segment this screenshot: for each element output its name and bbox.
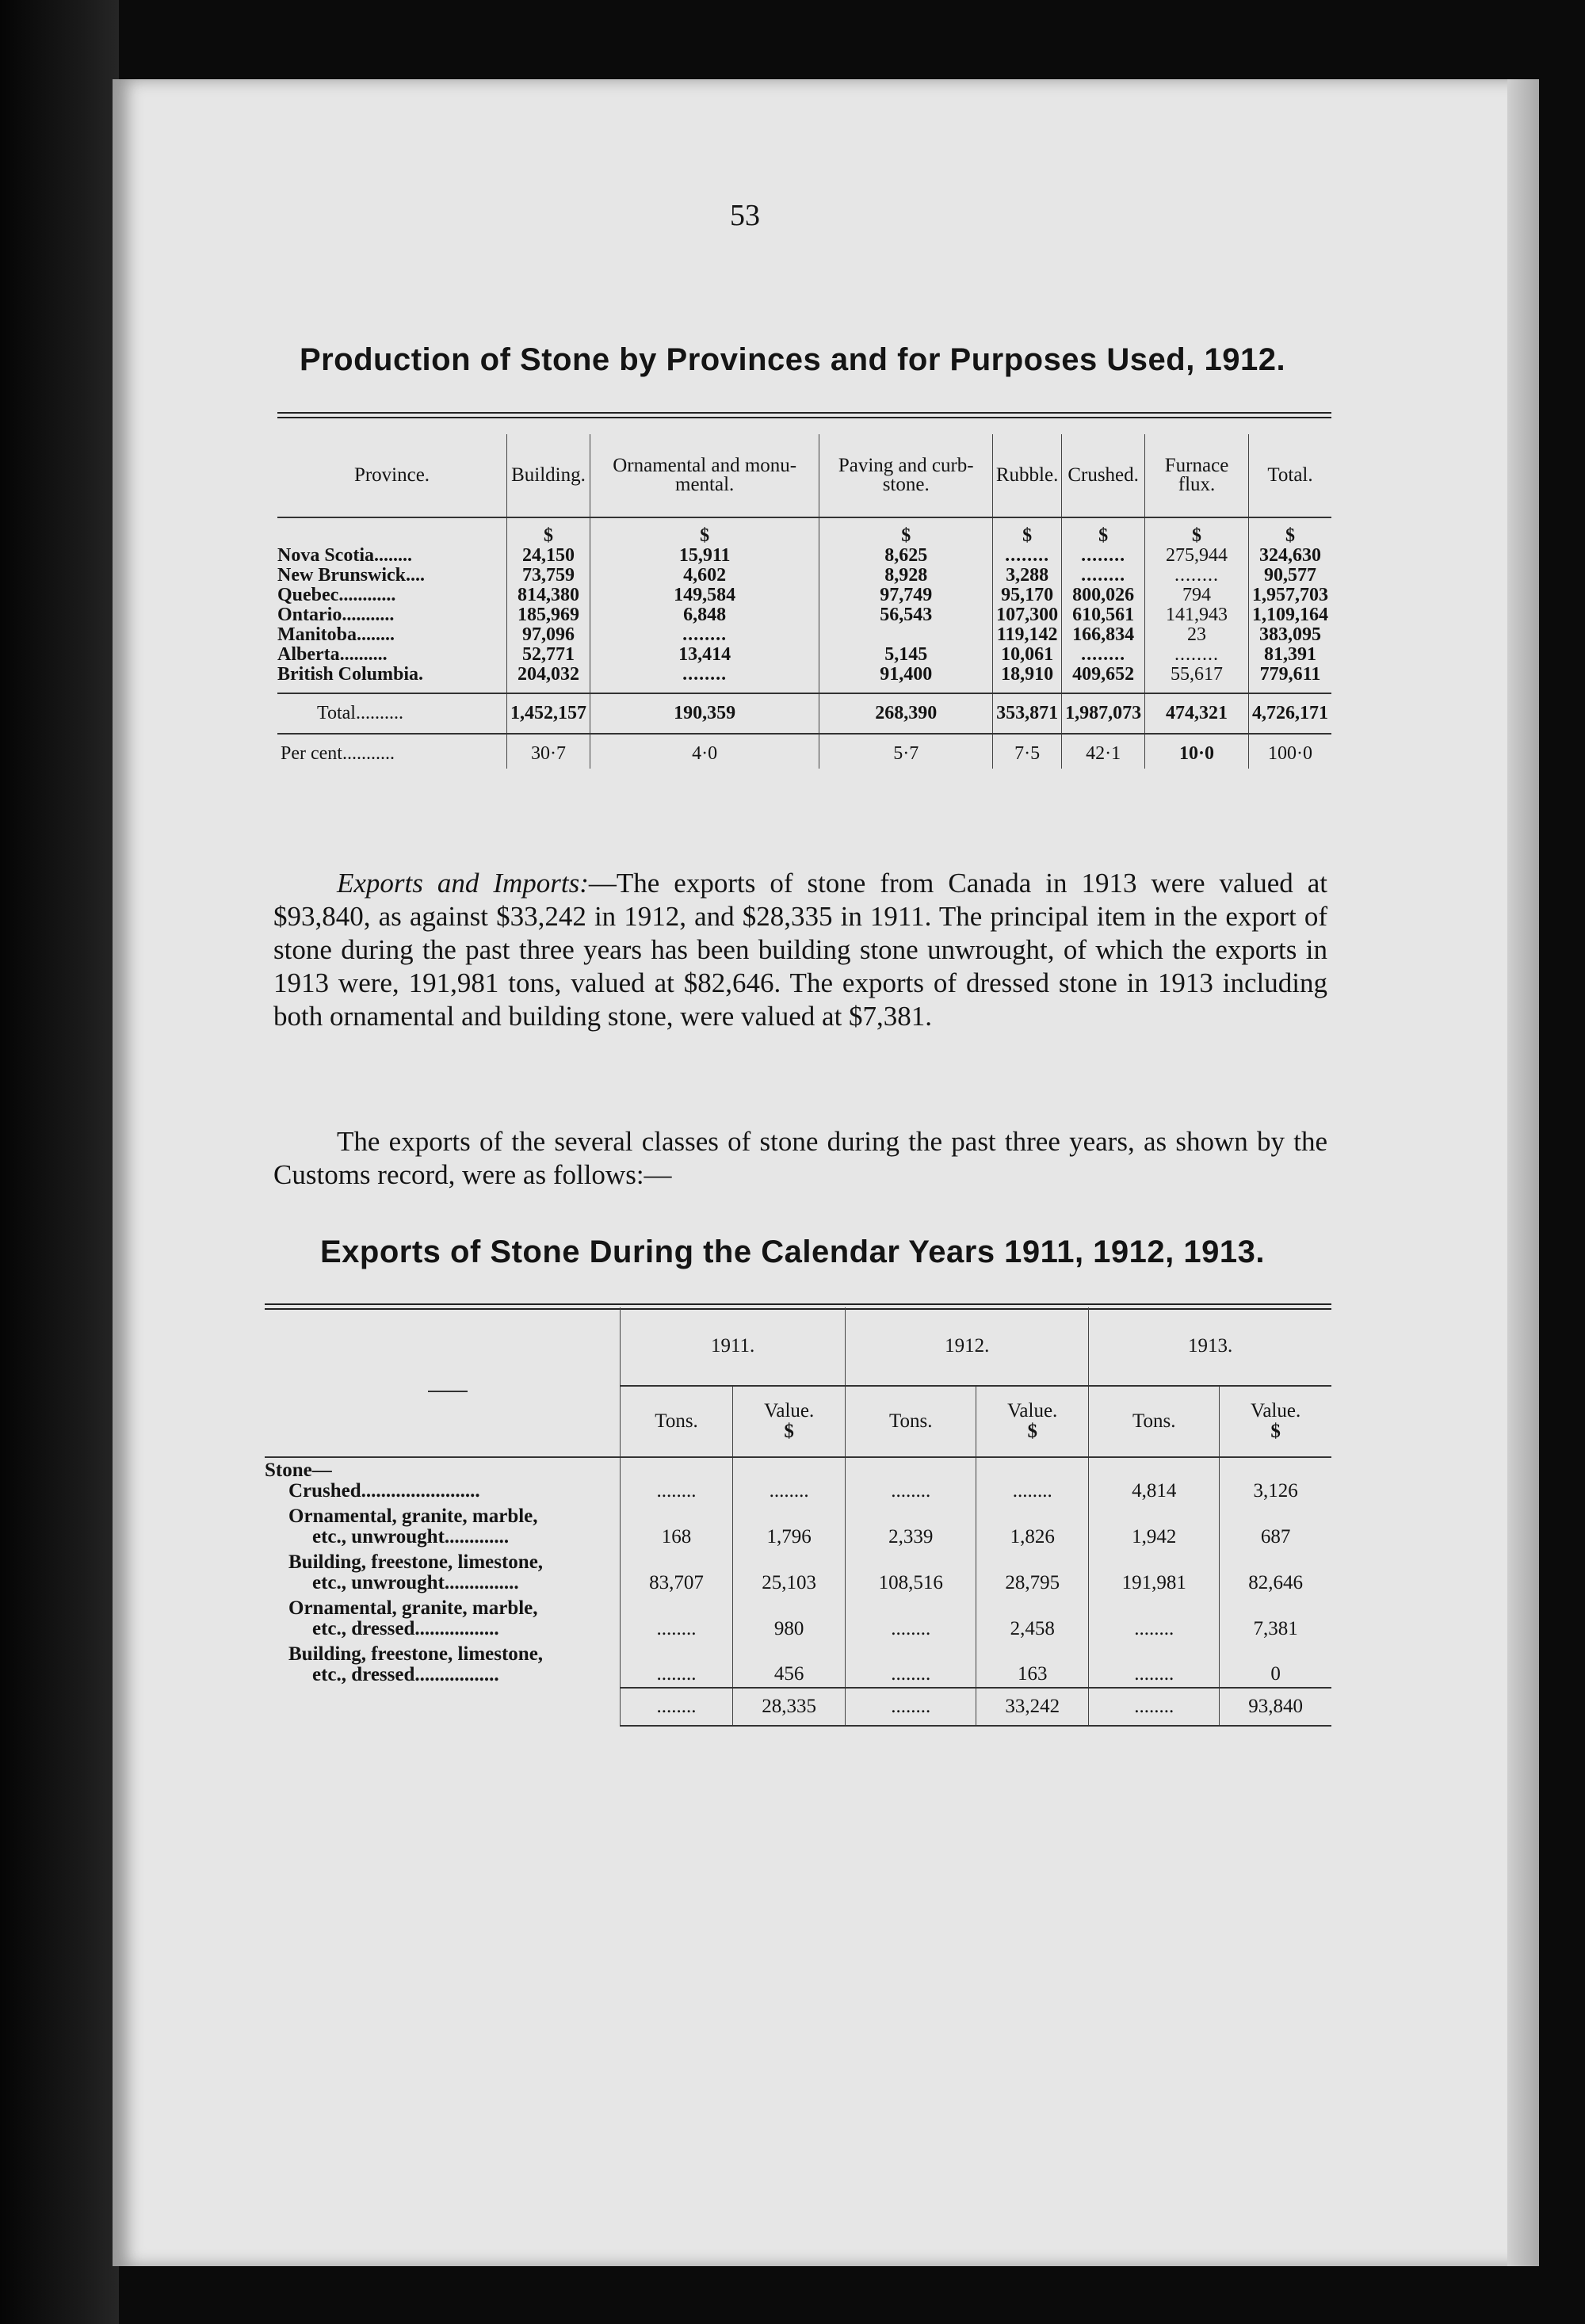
row-label: Stone— Crushed........................ (265, 1460, 480, 1502)
table-cell: ........ (682, 624, 728, 645)
exports-table-title: Exports of Stone During the Calendar Years 1911, 1912, 1913. (320, 1235, 1265, 1269)
exports-total-row (265, 1688, 1331, 1726)
exports-year-row (265, 1307, 1331, 1386)
table-cell: 15,911 (678, 545, 731, 566)
province-name: Ontario........... (277, 605, 395, 625)
table-cell: 55,617 (1171, 664, 1224, 685)
table-row (265, 1504, 1331, 1550)
value-header: Value. $ (733, 1386, 846, 1457)
header-total: Total. (1248, 434, 1331, 517)
table-cell: 3,126 (1220, 1457, 1331, 1504)
currency-symbol: $ (1098, 525, 1109, 546)
table-cell: 8,625 (884, 545, 928, 566)
table-cell: 90,577 (1263, 565, 1316, 586)
table-cell: 4,814 (1089, 1457, 1220, 1504)
table-cell: 28,335 (733, 1688, 846, 1726)
paragraph-text: The exports of the several classes of stone during the past three years, as shown by the Customs record, were as follows:— (273, 1126, 1327, 1190)
table-cell: 25,103 (733, 1550, 846, 1596)
year-header: 1911. (621, 1307, 846, 1386)
table-cell: 18,910 (1001, 664, 1054, 685)
table-cell: 324,630 (1258, 545, 1321, 566)
table-cell: 383,095 (1258, 624, 1321, 645)
table-cell: 204,032 (518, 664, 579, 685)
row-label: Building, freestone, limestone, etc., unwrought............... (288, 1551, 544, 1593)
table-cell: ........ (1005, 545, 1050, 566)
exports-table (265, 1307, 1331, 1727)
table-cell: 7·5 (993, 734, 1062, 769)
header-crushed: Crushed. (1062, 434, 1145, 517)
table-cell: 3,288 (1006, 565, 1049, 586)
currency-symbol: $ (1192, 525, 1202, 546)
province-name: Quebec............ (277, 585, 396, 605)
table-cell: ........ (621, 1688, 733, 1726)
value-header: Value. $ (976, 1386, 1089, 1457)
table-cell: 1,942 (1089, 1504, 1220, 1550)
table-row (265, 1550, 1331, 1596)
table-cell: 97,749 (880, 585, 933, 605)
label-header-blank (265, 1307, 621, 1457)
production-total-row (277, 693, 1331, 734)
table-cell: 794 (1182, 585, 1212, 605)
year-header: 1912. (846, 1307, 1089, 1386)
table-cell: 5·7 (819, 734, 993, 769)
header-furnace-flux: Furnace flux. (1145, 434, 1249, 517)
table-cell: ........ (1174, 644, 1220, 665)
table-cell: ........ (1081, 545, 1126, 566)
province-name: Alberta.......... (277, 644, 388, 665)
production-data-block (277, 517, 1331, 693)
table-cell: ........ (976, 1457, 1089, 1504)
table-cell: ........ (1089, 1596, 1220, 1642)
table-cell: 185,969 (518, 605, 579, 625)
province-name: Nova Scotia........ (277, 545, 412, 566)
table-cell: 100·0 (1248, 734, 1331, 769)
table-cell: 353,871 (993, 693, 1062, 734)
production-header-row (277, 434, 1331, 517)
book-spine-shadow (0, 0, 119, 2324)
table-cell: ........ (1081, 644, 1126, 665)
table-cell: 779,611 (1259, 664, 1321, 685)
province-name: Manitoba........ (277, 624, 395, 645)
table-cell: 1,452,157 (507, 693, 590, 734)
table-cell: 191,981 (1089, 1550, 1220, 1596)
table-cell: 91,400 (880, 664, 933, 685)
table-cell: 163 (976, 1642, 1089, 1688)
table-cell: 1,957,703 (1251, 585, 1328, 605)
header-province: Province. (277, 434, 507, 517)
exports-imports-paragraph (273, 867, 1327, 1033)
currency-symbol: $ (1285, 525, 1295, 546)
table-cell: ........ (846, 1688, 976, 1726)
table-cell: ........ (621, 1457, 733, 1504)
value-header: Value. $ (1220, 1386, 1331, 1457)
production-table-title: Production of Stone by Provinces and for Purposes Used, 1912. (299, 342, 1286, 377)
table-cell: 268,390 (819, 693, 993, 734)
table-cell: 409,652 (1072, 664, 1135, 685)
page-number: 53 (730, 199, 760, 232)
table-cell: 95,170 (1001, 585, 1054, 605)
table-cell: 275,944 (1166, 545, 1228, 566)
header-building: Building. (507, 434, 590, 517)
table-cell: 97,096 (522, 624, 575, 645)
table-cell: 980 (733, 1596, 846, 1642)
table-cell: 2,339 (846, 1504, 976, 1550)
table-cell: 190,359 (590, 693, 819, 734)
header-rubble: Rubble. (993, 434, 1062, 517)
table-cell: ........ (846, 1596, 976, 1642)
table-cell: 149,584 (674, 585, 736, 605)
table-cell: 141,943 (1166, 605, 1228, 625)
table-cell: 30·7 (507, 734, 590, 769)
table-cell: 1,987,073 (1062, 693, 1145, 734)
row-label: Ornamental, granite, marble, etc., unwrought............. (288, 1505, 538, 1547)
table-cell: 610,561 (1072, 605, 1135, 625)
currency-symbol: $ (901, 525, 911, 546)
province-name: British Columbia. (277, 664, 424, 685)
province-column (277, 517, 507, 693)
table-cell: ........ (1081, 565, 1126, 586)
production-percent-row (277, 734, 1331, 769)
table-cell: 81,391 (1263, 644, 1316, 665)
table-cell: 1,826 (976, 1504, 1089, 1550)
label-column-dash (428, 1391, 468, 1392)
table-cell: 42·1 (1062, 734, 1145, 769)
table-row (265, 1596, 1331, 1642)
table-cell: 24,150 (522, 545, 575, 566)
table-cell: 4,602 (683, 565, 727, 586)
total-column (1248, 517, 1331, 693)
header-paving: Paving and curb- stone. (819, 434, 993, 517)
table-cell: ........ (846, 1642, 976, 1688)
percent-label: Per cent........... (281, 743, 395, 764)
table-cell: 107,300 (996, 605, 1059, 625)
table-cell: 33,242 (976, 1688, 1089, 1726)
table-cell: 82,646 (1220, 1550, 1331, 1596)
currency-symbol: $ (1022, 525, 1033, 546)
table-cell: 83,707 (621, 1550, 733, 1596)
table-cell: 10·0 (1145, 734, 1249, 769)
table-cell: ........ (621, 1642, 733, 1688)
paragraph-heading: Exports and Imports: (337, 868, 589, 899)
table-cell: 166,834 (1072, 624, 1135, 645)
paving-column (819, 517, 993, 693)
table-cell: ........ (846, 1457, 976, 1504)
header-ornamental: Ornamental and monu- mental. (590, 434, 819, 517)
row-label: Building, freestone, limestone, etc., dressed................. (288, 1643, 544, 1685)
table-cell: ........ (1089, 1688, 1220, 1726)
table-row (265, 1642, 1331, 1688)
production-table (277, 434, 1331, 769)
table-cell: ........ (1089, 1642, 1220, 1688)
table-cell: 10,061 (1001, 644, 1054, 665)
table-cell: 168 (621, 1504, 733, 1550)
table-cell: 56,543 (880, 605, 933, 625)
ornamental-column (590, 517, 819, 693)
table-cell: 0 (1220, 1642, 1331, 1688)
table-cell: 52,771 (522, 644, 575, 665)
table-cell: 13,414 (678, 644, 731, 665)
table-cell: 474,321 (1145, 693, 1249, 734)
table-row (265, 1457, 1331, 1504)
building-column (507, 517, 590, 693)
table-cell: 7,381 (1220, 1596, 1331, 1642)
furnace-flux-column (1145, 517, 1249, 693)
exports-intro-paragraph (273, 1125, 1327, 1192)
title-rule (277, 412, 1331, 418)
currency-symbol: $ (544, 525, 553, 546)
tons-header: Tons. (846, 1386, 976, 1457)
table-cell: 1,109,164 (1251, 605, 1328, 625)
page-edge (1507, 79, 1539, 2266)
table-cell: 1,796 (733, 1504, 846, 1550)
table-cell: 6,848 (683, 605, 727, 625)
province-name: New Brunswick.... (277, 565, 426, 586)
table-cell: 800,026 (1072, 585, 1135, 605)
table-cell: 456 (733, 1642, 846, 1688)
total-label: Total.......... (277, 693, 507, 734)
table-cell: 4·0 (590, 734, 819, 769)
table-cell: ........ (1174, 565, 1220, 586)
table-cell: ........ (621, 1596, 733, 1642)
table-cell: ........ (733, 1457, 846, 1504)
total-label-blank (265, 1688, 621, 1726)
rubble-column (993, 517, 1062, 693)
year-header: 1913. (1089, 1307, 1331, 1386)
paragraph-text: —The exports of stone from Canada in 1913 were valued at $93,840, as against $33,242 in 1912, and $28,335 in 1911. The principal item in the export of stone during the past three years has been building stone unwrought, of which the exports in 1913 were, 191,981 tons, valued at $82,646. The exports of dressed stone in 1913 including both ornamental and building stone, were valued at $7,381. (273, 868, 1327, 1032)
table-cell: 73,759 (522, 565, 575, 586)
row-label: Ornamental, granite, marble, etc., dressed................. (288, 1597, 538, 1639)
tons-header: Tons. (1089, 1386, 1220, 1457)
table-cell: 23 (1187, 624, 1207, 645)
table-cell: 108,516 (846, 1550, 976, 1596)
table-cell: 814,380 (518, 585, 579, 605)
table-cell: 28,795 (976, 1550, 1089, 1596)
currency-symbol: $ (700, 525, 710, 546)
table-cell: ........ (682, 664, 728, 685)
table-cell (823, 625, 989, 645)
table-cell: 687 (1220, 1504, 1331, 1550)
table-cell: 2,458 (976, 1596, 1089, 1642)
table-cell: 119,142 (996, 624, 1058, 645)
table-cell: 4,726,171 (1248, 693, 1331, 734)
tons-header: Tons. (621, 1386, 733, 1457)
table-cell: 93,840 (1220, 1688, 1331, 1726)
table-cell: 5,145 (884, 644, 928, 665)
crushed-column (1062, 517, 1145, 693)
table-cell: 8,928 (884, 565, 928, 586)
